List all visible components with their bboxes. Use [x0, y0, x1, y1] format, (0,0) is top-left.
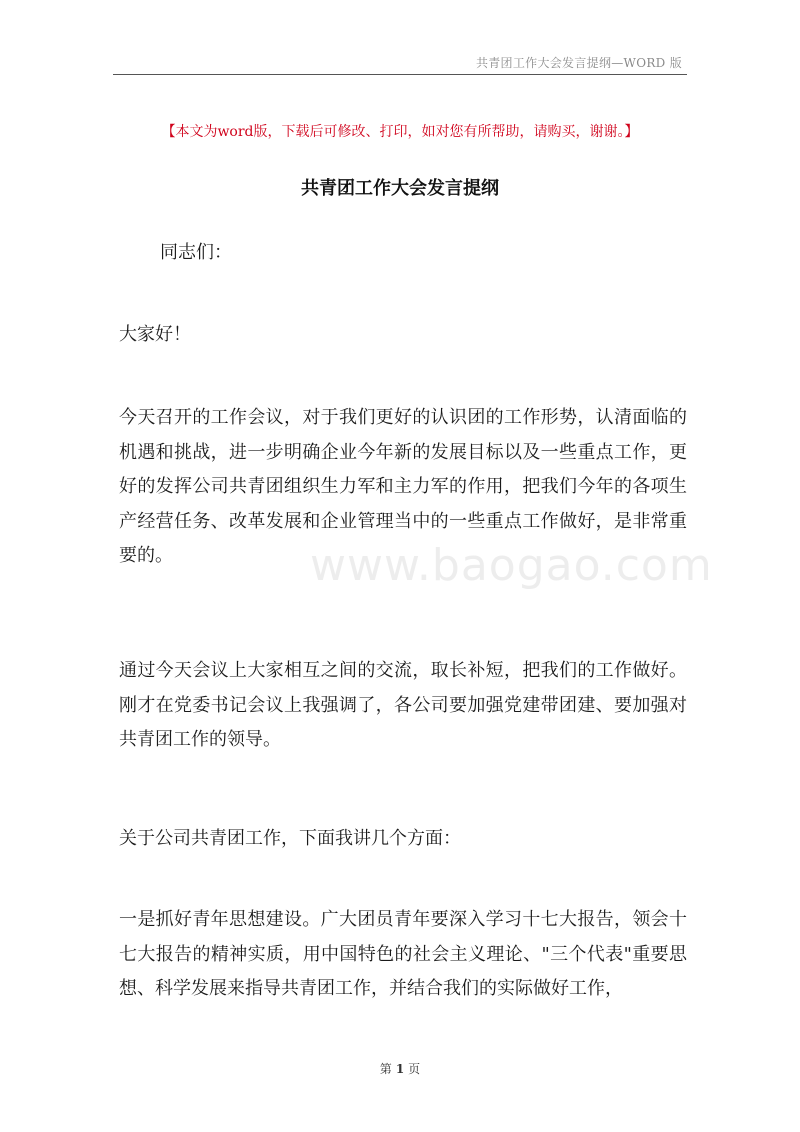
paragraph-4: 一是抓好青年思想建设。广大团员青年要深入学习十七大报告，领会十七大报告的精神实质，用中国特色的社会主义理论、"三个代表"重要思想、科学发展来指导共青团工作，并结合我们的实际做好工作， — [119, 909, 687, 999]
document-title: 共青团工作大会发言提纲 — [301, 178, 499, 199]
running-header: 共青团工作大会发言提纲—WORD 版 — [475, 56, 682, 70]
paragraph-greeting: 同志们： — [160, 242, 232, 263]
footer-prefix: 第 — [379, 1062, 392, 1076]
page-number: 1 — [395, 1062, 405, 1076]
footer-suffix: 页 — [408, 1062, 421, 1076]
paragraph-2: 通过今天会议上大家相互之间的交流，取长补短，把我们的工作做好。刚才在党委书记会议上我强调了，各公司要加强党建带团建、要加强对共青团工作的领导。 — [119, 660, 687, 750]
header-divider — [113, 74, 687, 75]
paragraph-3: 关于公司共青团工作，下面我讲几个方面： — [119, 828, 461, 849]
watermark: www.baogao.com — [310, 540, 713, 591]
purchase-notice: 【本文为word版，下载后可修改、打印，如对您有所帮助，请购买，谢谢。】 — [161, 124, 639, 140]
paragraph-1: 今天召开的工作会议，对于我们更好的认识团的工作形势，认清面临的机遇和挑战，进一步明确企业今年新的发展目标以及一些重点工作，更好的发挥公司共青团组织生力军和主力军的作用，把我们今年的各项生产经营任务、改革发展和企业管理当中的一些重点工作做好，是非常重要的。 — [119, 407, 687, 566]
page-footer — [0, 1060, 800, 1077]
paragraph-hello: 大家好！ — [119, 324, 191, 345]
